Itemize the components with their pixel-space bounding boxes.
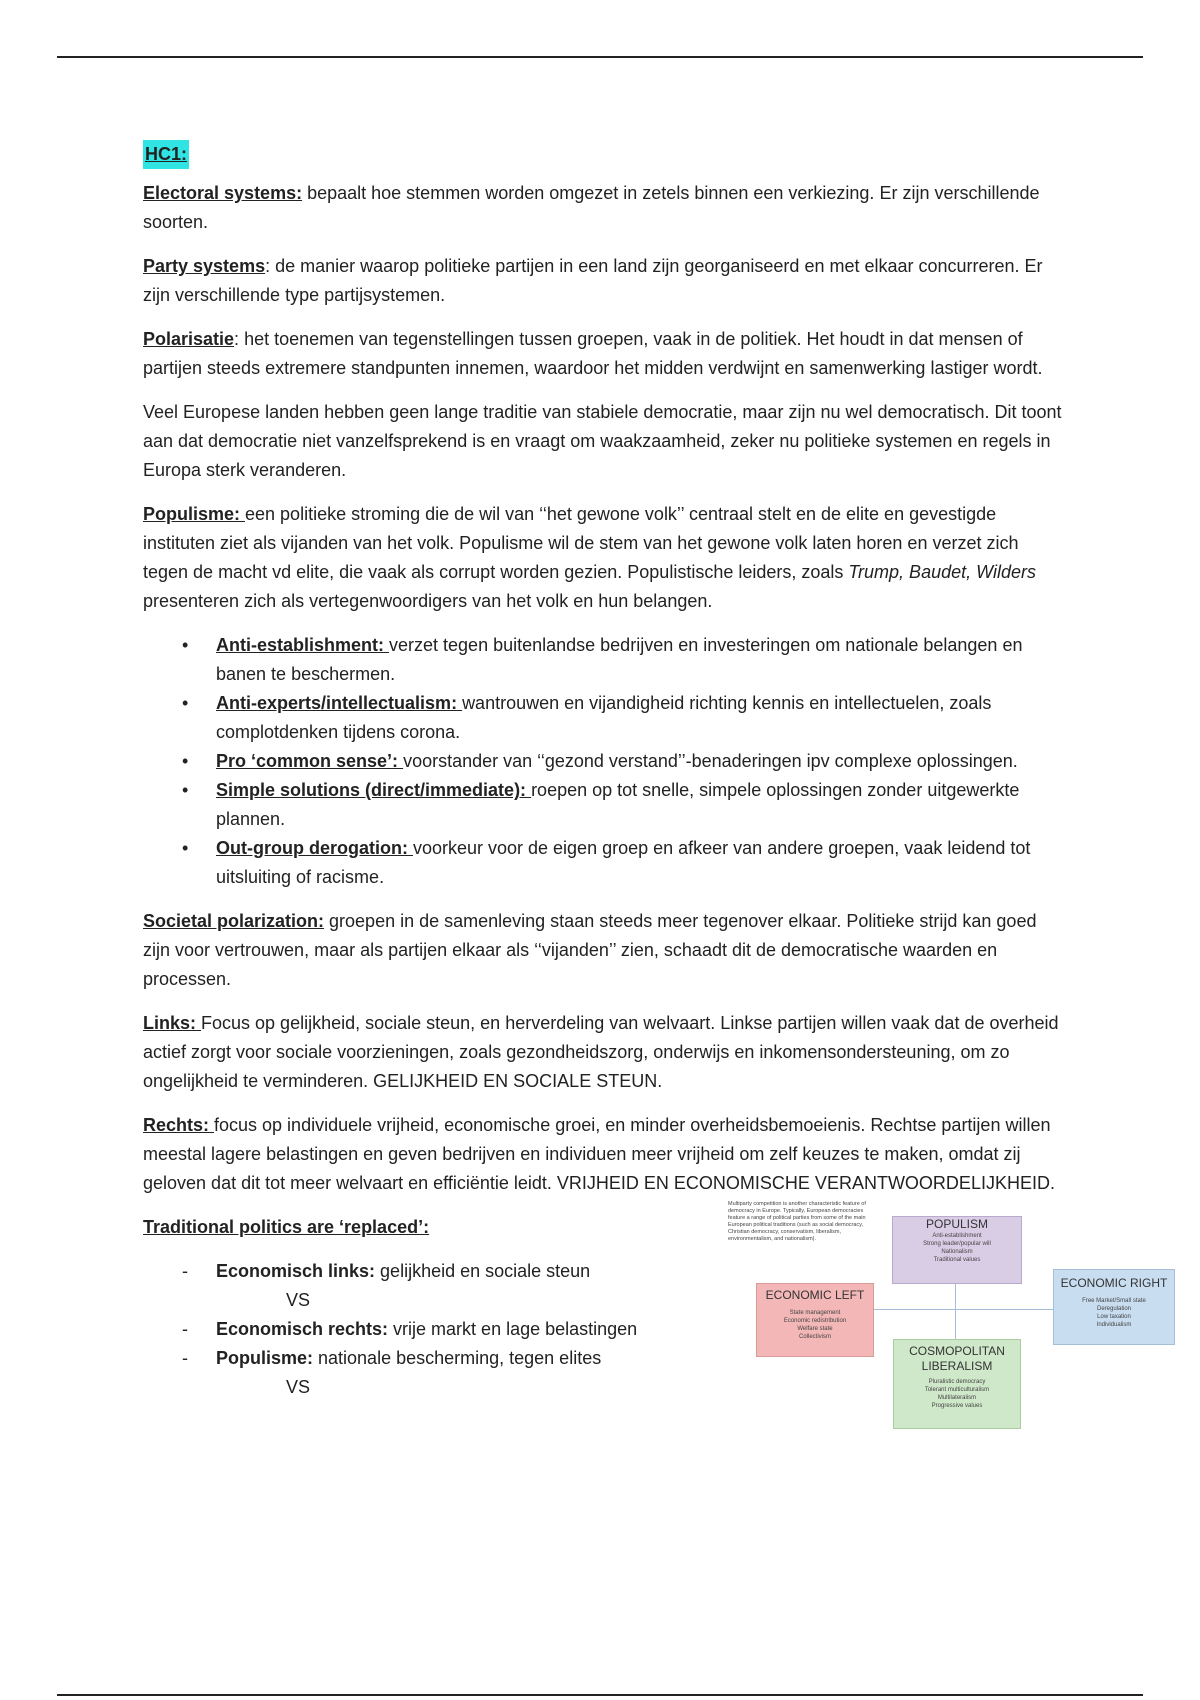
bullet-term: Pro ‘common sense’: <box>216 751 404 771</box>
cosmopolitan-item: Tolerant multiculturalism <box>924 1387 990 1393</box>
heading-paragraph <box>143 140 1063 169</box>
diagram-vertical-axis <box>955 1282 956 1339</box>
list-item <box>143 1315 693 1344</box>
paragraph-party-systems <box>143 252 1063 310</box>
term-electoral-systems: Electoral systems: <box>143 183 303 203</box>
cosmopolitan-item: Pluralistic democracy <box>928 1379 986 1385</box>
text-populisme-2: presenteren zich als vertegenwoordigers van het volk en hun belangen. <box>143 591 713 611</box>
cosmopolitan-title-line1: COSMOPOLITAN <box>909 1344 1005 1358</box>
item-term: Economisch links: <box>216 1261 376 1281</box>
cosmopolitan-item: Multilateralism <box>937 1395 977 1401</box>
bullet-term: Out-group derogation: <box>216 838 413 858</box>
colon: : <box>265 256 271 276</box>
paragraph-societal-polarization <box>143 907 1063 994</box>
diagram-note: Multiparty competition is another characteristic feature of democracy in Europe. Typically, European democracies feature a range of political parties from some of the main European political traditions (such as social democracy, Christian democracy, conservatism, liberalism, environmentalism, and nationalism). <box>728 1201 866 1242</box>
populism-bullet-list <box>143 631 1063 892</box>
cosmopolitan-item: Progressive values <box>931 1403 983 1409</box>
term-polarisatie: Polarisatie <box>143 329 235 349</box>
bullet-glyph: • <box>182 635 189 655</box>
text-rechts: focus op individuele vrijheid, economische groei, en minder overheidsbemoeienis. Rechtse partijen willen meestal lagere belastingen en geven bedrijven en individuen meer vrijheid om zelf keuzes te maken, omdat zij geloven dat dit tot meer welvaart en efficiëntie leidt. VRIJHEID EN ECONOMISCHE VERANTWOORDELIJKHEID. <box>143 1115 1055 1193</box>
paragraph-europa <box>143 398 1063 485</box>
economic-right-item: Free Market/Small state <box>1082 1298 1146 1304</box>
populism-box <box>892 1216 1022 1284</box>
item-term: Populisme: <box>216 1348 314 1368</box>
list-item <box>143 1344 693 1373</box>
text-societal-polarization: groepen in de samenleving staan steeds meer tegenover elkaar. Politieke strijd kan goed zijn voor vertrouwen, maar als partijen elkaar als ‘‘vijanden’’ zien, schaadt dit de democratische waarden en processen. <box>143 911 1037 989</box>
traditional-politics-title: Traditional politics are ‘replaced’: <box>143 1217 430 1237</box>
populism-item: Strong leader/popular will <box>923 1241 991 1247</box>
text-populisme-leaders: Trump, Baudet, Wilders <box>848 562 1036 582</box>
bullet-text: voorkeur voor de eigen groep en afkeer van andere groepen, vaak leidend tot uitsluiting of racisme. <box>216 838 1031 887</box>
bullet-term: Anti-establishment: <box>216 635 390 655</box>
bullet-glyph: • <box>182 780 189 800</box>
paragraph-electoral-systems <box>143 179 1063 237</box>
dash-glyph: - <box>182 1348 188 1368</box>
cosmopolitan-liberalism-box <box>893 1339 1021 1429</box>
item-term: Economisch rechts: <box>216 1319 389 1339</box>
economic-left-box <box>756 1283 874 1357</box>
vs-label: VS <box>286 1290 311 1310</box>
bullet-text: verzet tegen buitenlandse bedrijven en investeringen om nationale belangen en banen te beschermen. <box>216 635 1023 684</box>
list-item <box>143 1257 693 1286</box>
economic-right-box <box>1053 1269 1175 1345</box>
cosmopolitan-title-line2: LIBERALISM <box>921 1359 993 1373</box>
text-polarisatie: het toenemen van tegenstellingen tussen groepen, vaak in de politiek. Het houdt in dat mensen of partijen steeds extremere standpunten innemen, waardoor het midden verdwijnt en samenwerking lastiger wordt. <box>143 329 1043 378</box>
text-populisme-1: een politieke stroming die de wil van ‘‘het gewone volk’’ centraal stelt en de elite en gevestigde instituten ziet als vijanden van het volk. Populisme wil de stem van het gewone volk laten horen en verzet zich tegen de macht vd elite, die vaak als corrupt worden gezien. Populistische leiders, zoals <box>143 504 1019 582</box>
paragraph-rechts <box>143 1111 1063 1198</box>
traditional-politics-title-paragraph <box>143 1213 693 1242</box>
economic-left-item: State management <box>789 1310 841 1316</box>
paragraph-links <box>143 1009 1063 1096</box>
economic-left-title: ECONOMIC LEFT <box>765 1288 865 1302</box>
text-links: Focus op gelijkheid, sociale steun, en herverdeling van welvaart. Linkse partijen willen vaak dat de overheid actief zorgt voor sociale voorzieningen, zoals gezondheidszorg, onderwijs en inkomensondersteuning, om zo ongelijkheid te verminderen. GELIJKHEID EN SOCIALE STEUN. <box>143 1013 1059 1091</box>
traditional-politics-section <box>143 1201 1168 1473</box>
term-populisme: Populisme: <box>143 504 246 524</box>
diagram-horizontal-axis <box>872 1309 1053 1310</box>
list-item <box>143 631 1063 689</box>
dash-glyph: - <box>182 1319 188 1339</box>
page-top-rule <box>57 56 1143 58</box>
list-item <box>143 689 1063 747</box>
economic-right-item: Low taxation <box>1097 1314 1131 1320</box>
political-space-diagram <box>728 1201 1168 1451</box>
document-page <box>143 140 1168 1473</box>
term-party-systems: Party systems <box>143 256 266 276</box>
item-text: gelijkheid en sociale steun <box>375 1261 591 1281</box>
economic-right-item: Deregulation <box>1096 1306 1132 1312</box>
dash-glyph: - <box>182 1261 188 1281</box>
bullet-text: roepen op tot snelle, simpele oplossingen zonder uitgewerkte plannen. <box>216 780 1020 829</box>
bullet-term: Anti-experts/intellectualism: <box>216 693 463 713</box>
vs-label: VS <box>286 1377 311 1397</box>
traditional-politics-list <box>143 1257 693 1402</box>
economic-right-title: ECONOMIC RIGHT <box>1060 1276 1168 1290</box>
bullet-glyph: • <box>182 838 189 858</box>
term-societal-polarization: Societal polarization: <box>143 911 325 931</box>
list-item <box>143 747 1063 776</box>
text-party-systems: de manier waarop politieke partijen in een land zijn georganiseerd en met elkaar concurreren. Er zijn verschillende type partijsystemen. <box>143 256 1043 305</box>
bullet-term: Simple solutions (direct/immediate): <box>216 780 532 800</box>
list-item <box>143 834 1063 892</box>
bullet-glyph: • <box>182 751 189 771</box>
bullet-glyph: • <box>182 693 189 713</box>
text-europa: Veel Europese landen hebben geen lange traditie van stabiele democratie, maar zijn nu wel democratisch. Dit toont aan dat democratie niet vanzelfsprekend is en vraagt om waakzaamheid, zeker nu politieke systemen en regels in Europa sterk veranderen. <box>143 402 1062 480</box>
page-bottom-rule <box>57 1694 1143 1696</box>
paragraph-polarisatie <box>143 325 1063 383</box>
term-rechts: Rechts: <box>143 1115 215 1135</box>
traditional-politics-text <box>143 1213 693 1402</box>
economic-right-item: Individualism <box>1096 1322 1132 1328</box>
item-text: vrije markt en lage belastingen <box>388 1319 638 1339</box>
colon: : <box>234 329 240 349</box>
populism-item: Anti-establishment <box>932 1233 982 1239</box>
item-text: nationale bescherming, tegen elites <box>313 1348 602 1368</box>
economic-left-item: Collectivism <box>798 1334 831 1340</box>
economic-left-item: Economic redistribution <box>783 1318 847 1324</box>
populism-item: Traditional values <box>933 1257 981 1263</box>
populism-item: Nationalism <box>941 1249 973 1255</box>
section-heading: HC1: <box>143 140 189 169</box>
bullet-text: wantrouwen en vijandigheid richting kennis en intellectuelen, zoals complotdenken tijdens corona. <box>216 693 992 742</box>
list-item <box>143 776 1063 834</box>
bullet-text: voorstander van ‘‘gezond verstand’’-benaderingen ipv complexe oplossingen. <box>403 751 1018 771</box>
paragraph-populisme <box>143 500 1063 616</box>
populism-title: POPULISM <box>925 1217 988 1231</box>
economic-left-item: Welfare state <box>797 1326 833 1332</box>
term-links: Links: <box>143 1013 202 1033</box>
text-electoral-systems: bepaalt hoe stemmen worden omgezet in zetels binnen een verkiezing. Er zijn verschillende soorten. <box>143 183 1040 232</box>
